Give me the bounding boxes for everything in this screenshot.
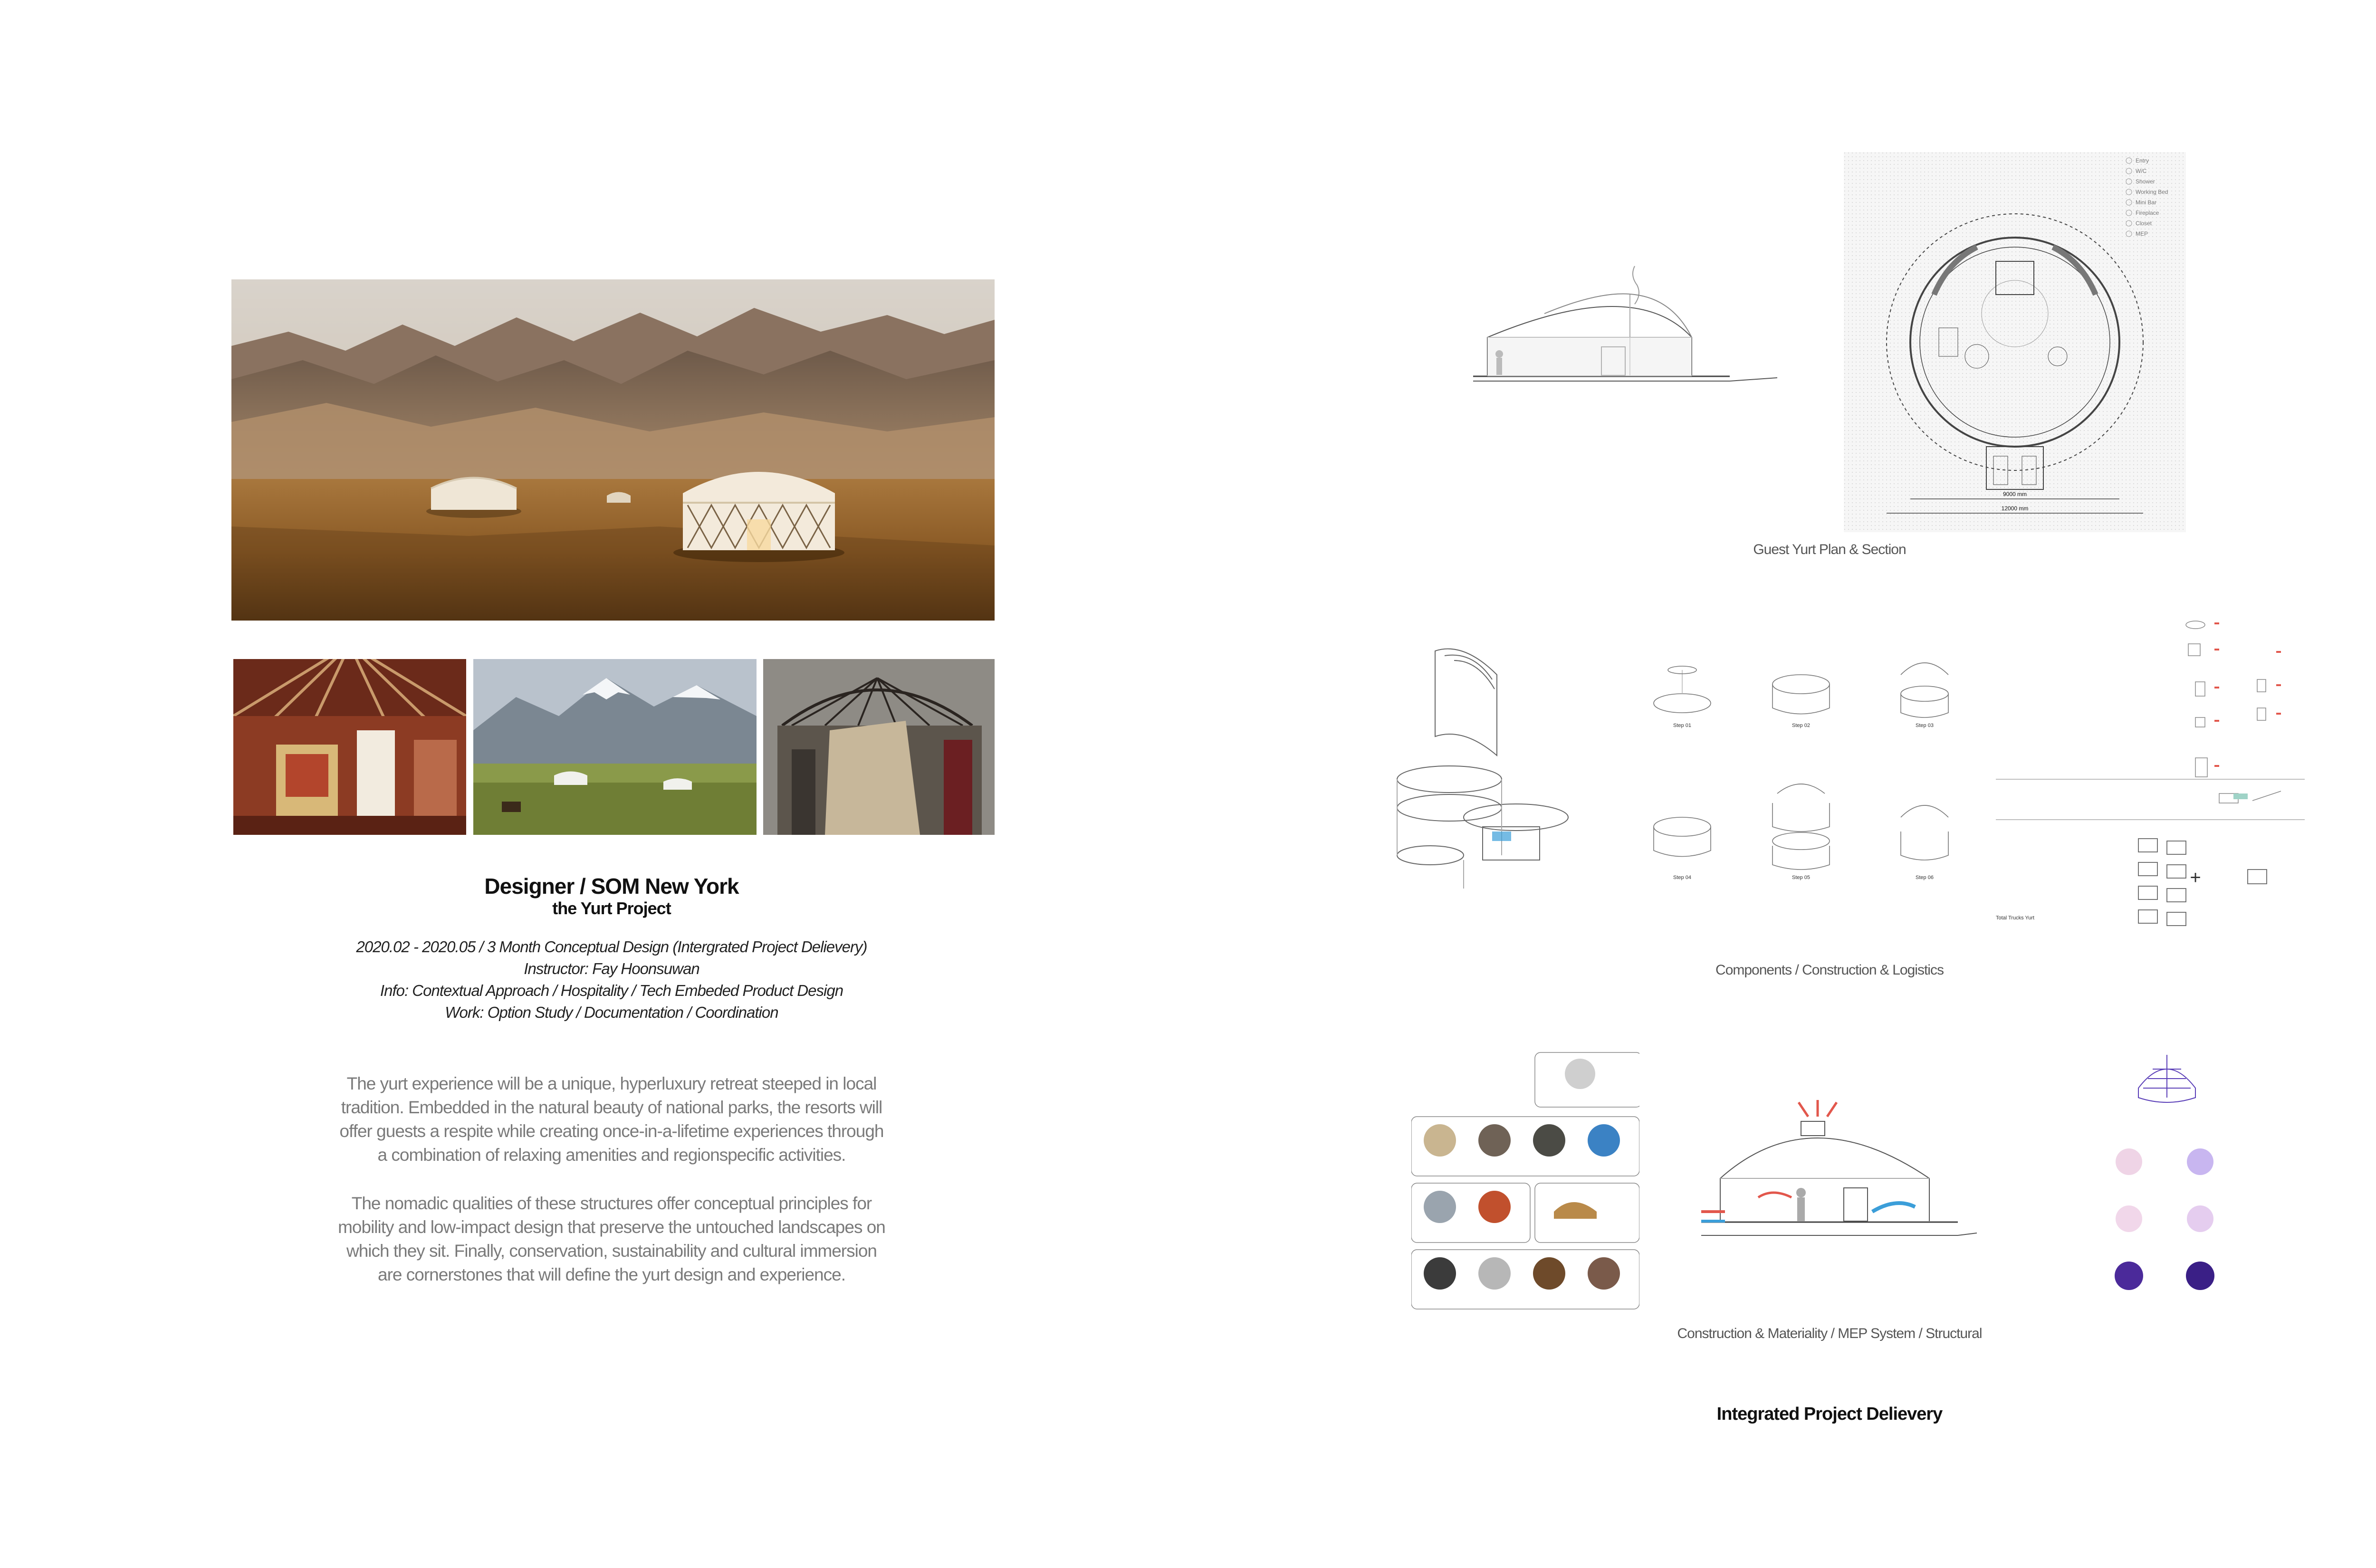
description-line: offer guests a respite while creating once-in-a-lifetime experiences through [339, 1121, 884, 1141]
yurt-section-drawing [1473, 257, 1796, 456]
hero-yurt-landscape-photo [231, 279, 995, 621]
mountain-yurt-camp-photo [473, 659, 757, 835]
caption-components: Components / Construction & Logistics [1715, 962, 1944, 978]
legend-item: W/C [2136, 168, 2147, 174]
step-label: Step 01 [1673, 723, 1691, 728]
project-meta [231, 936, 992, 1023]
caption-construction: Construction & Materiality / MEP System / Structural [1677, 1326, 1982, 1341]
step-label: Step 05 [1792, 875, 1810, 880]
project-timeline: 2020.02 - 2020.05 / 3 Month Conceptual Design (Intergrated Project Delievery) [356, 938, 867, 956]
description-line: mobility and low-impact design that preserve the untouched landscapes on [338, 1217, 885, 1237]
legend-item: Working Bed [2136, 189, 2168, 195]
legend-item: MEP [2136, 230, 2148, 237]
mep-section-drawing [1692, 1069, 1986, 1307]
construction-steps-grid [1630, 641, 1982, 908]
legend-item: Mini Bar [2136, 199, 2157, 206]
step-label: Step 04 [1673, 875, 1691, 880]
step-label: Step 03 [1916, 723, 1934, 728]
description-paragraph-1 [326, 1072, 897, 1167]
plan-dimension-inner: 9000 mm [2002, 491, 2027, 497]
legend-item: Fireplace [2136, 210, 2159, 216]
exploded-axonometric-drawing [1392, 637, 1601, 893]
truck-label: Total Trucks Yurt [1996, 915, 2035, 921]
yurt-floor-plan-drawing [1844, 152, 2186, 532]
logistics-components-chart [1996, 603, 2309, 936]
legend-item: Shower [2136, 178, 2155, 185]
description-line: a combination of relaxing amenities and regionspecific activities. [377, 1145, 846, 1165]
project-heading [231, 873, 992, 918]
description-line: The nomadic qualities of these structures offer conceptual principles for [351, 1194, 872, 1213]
designer-title: Designer / SOM New York [484, 874, 739, 899]
description-line: tradition. Embedded in the natural beauty of national parks, the resorts will [341, 1098, 882, 1117]
project-instructor: Instructor: Fay Hoonsuwan [524, 960, 699, 977]
yurt-interior-photo [233, 659, 466, 835]
structural-analysis-models [2077, 1045, 2257, 1311]
legend-item: Entry [2136, 157, 2149, 164]
step-label: Step 02 [1792, 723, 1810, 728]
yurt-assembly-photo [763, 659, 995, 835]
description-line: The yurt experience will be a unique, hyperluxury retreat steeped in local [346, 1074, 877, 1093]
plan-dimension-outer: 12000 mm [2001, 505, 2029, 512]
project-info: Info: Contextual Approach / Hospitality / Tech Embeded Product Design [380, 982, 843, 999]
materiality-cards [1411, 1050, 1639, 1316]
description-line: are cornerstones that will define the yurt design and experience. [378, 1265, 845, 1284]
legend-item: Closet [2136, 220, 2152, 227]
plus-icon: + [2190, 867, 2201, 888]
project-name: the Yurt Project [552, 899, 671, 918]
description-line: which they sit. Finally, conservation, sustainability and cultural immersion [346, 1241, 877, 1261]
caption-plan-section: Guest Yurt Plan & Section [1753, 542, 1906, 557]
step-label: Step 06 [1916, 875, 1934, 880]
description-paragraph-2 [326, 1192, 897, 1287]
project-work: Work: Option Study / Documentation / Coordination [445, 1004, 778, 1021]
page-title: Integrated Project Delievery [1716, 1404, 1943, 1424]
